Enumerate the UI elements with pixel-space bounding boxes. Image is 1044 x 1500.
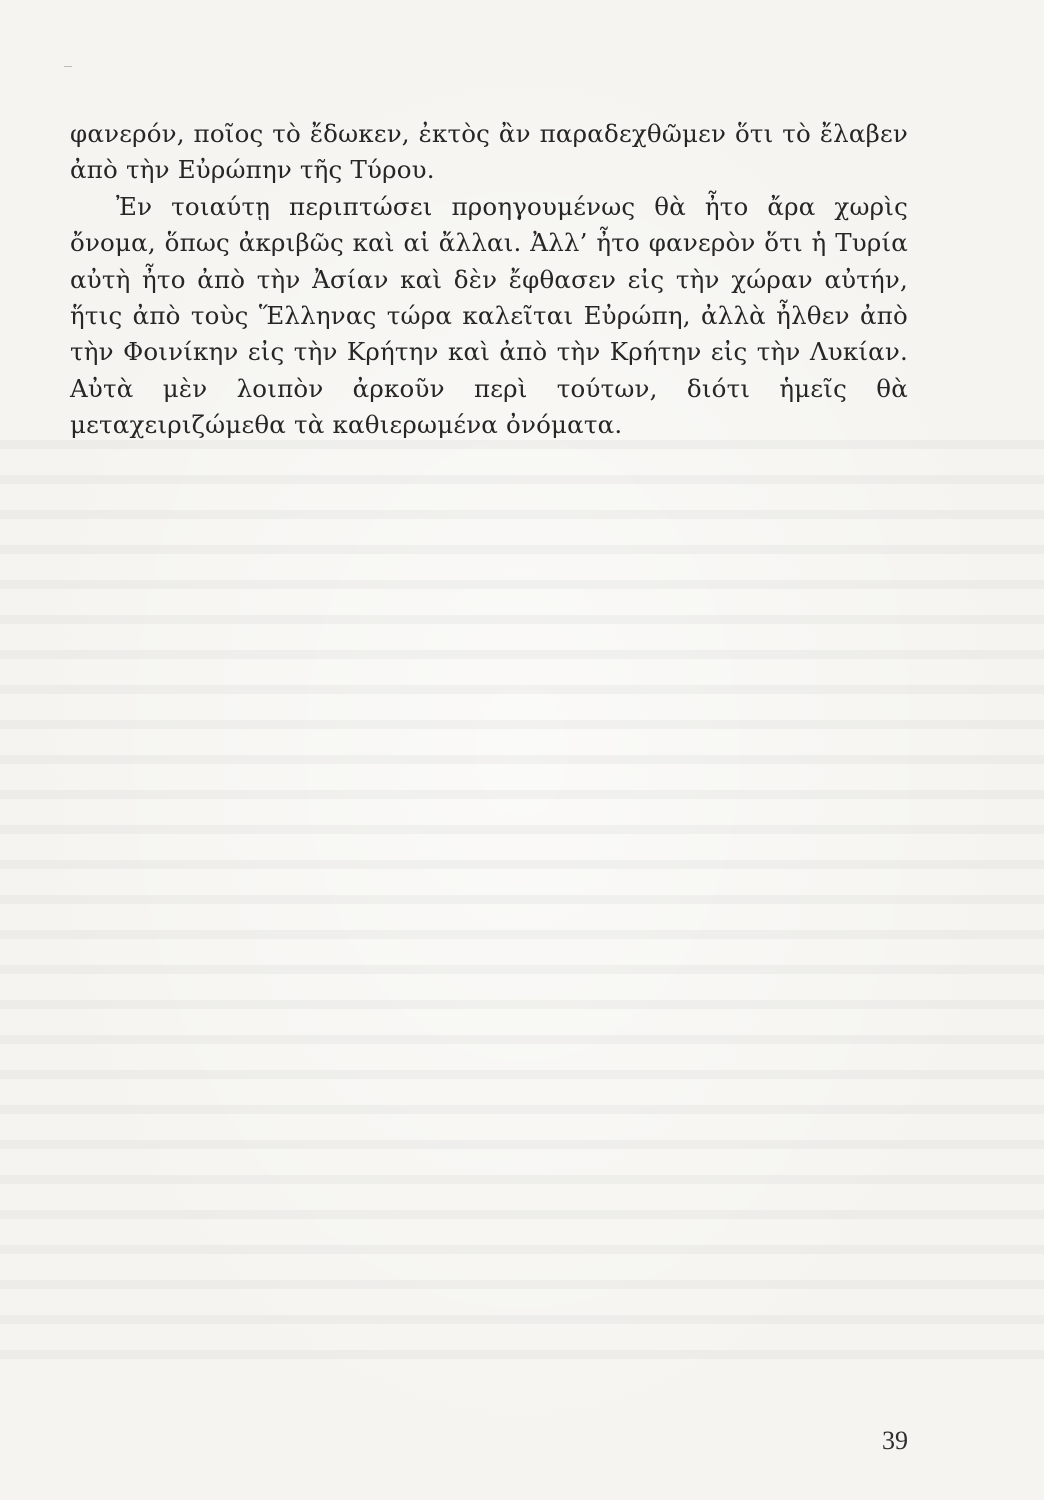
- page-number: 39: [882, 1426, 908, 1455]
- paper-speck: [64, 66, 72, 67]
- body-text: [70, 116, 908, 444]
- paragraph-1: φανερόν, ποῖος τὸ ἔδωκεν, ἐκτὸς ἂν παραδεχθῶμεν ὅτι τὸ ἔλαβεν ἀπὸ τὴν Εὐρώπην τῆς Τύρου.: [70, 119, 908, 185]
- show-through-text: [0, 440, 1044, 1380]
- paragraph-2: Ἐν τοιαύτῃ περιπτώσει προηγουμένως θὰ ἦτο ἄρα χωρὶς ὄνομα, ὅπως ἀκριβῶς καὶ αἱ ἄλλαι. Ἀλλ’ ἦτο φανερὸν ὅτι ἡ Τυρία αὐτὴ ἦτο ἀπὸ τὴν Ἀσίαν καὶ δὲν ἔφθασεν εἰς τὴν χώραν αὐτήν, ἥτις ἀπὸ τοὺς Ἕλληνας τώρα καλεῖται Εὐρώπη, ἀλλὰ ἦλθεν ἀπὸ τὴν Φοινίκην εἰς τὴν Κρήτην καὶ ἀπὸ τὴν Κρήτην εἰς τὴν Λυκίαν. Αὐτὰ μὲν λοιπὸν ἀρκοῦν περὶ τούτων, διότι ἡμεῖς θὰ μεταχειριζώμεθα τὰ καθιερωμένα ὀνόματα.: [70, 191, 908, 440]
